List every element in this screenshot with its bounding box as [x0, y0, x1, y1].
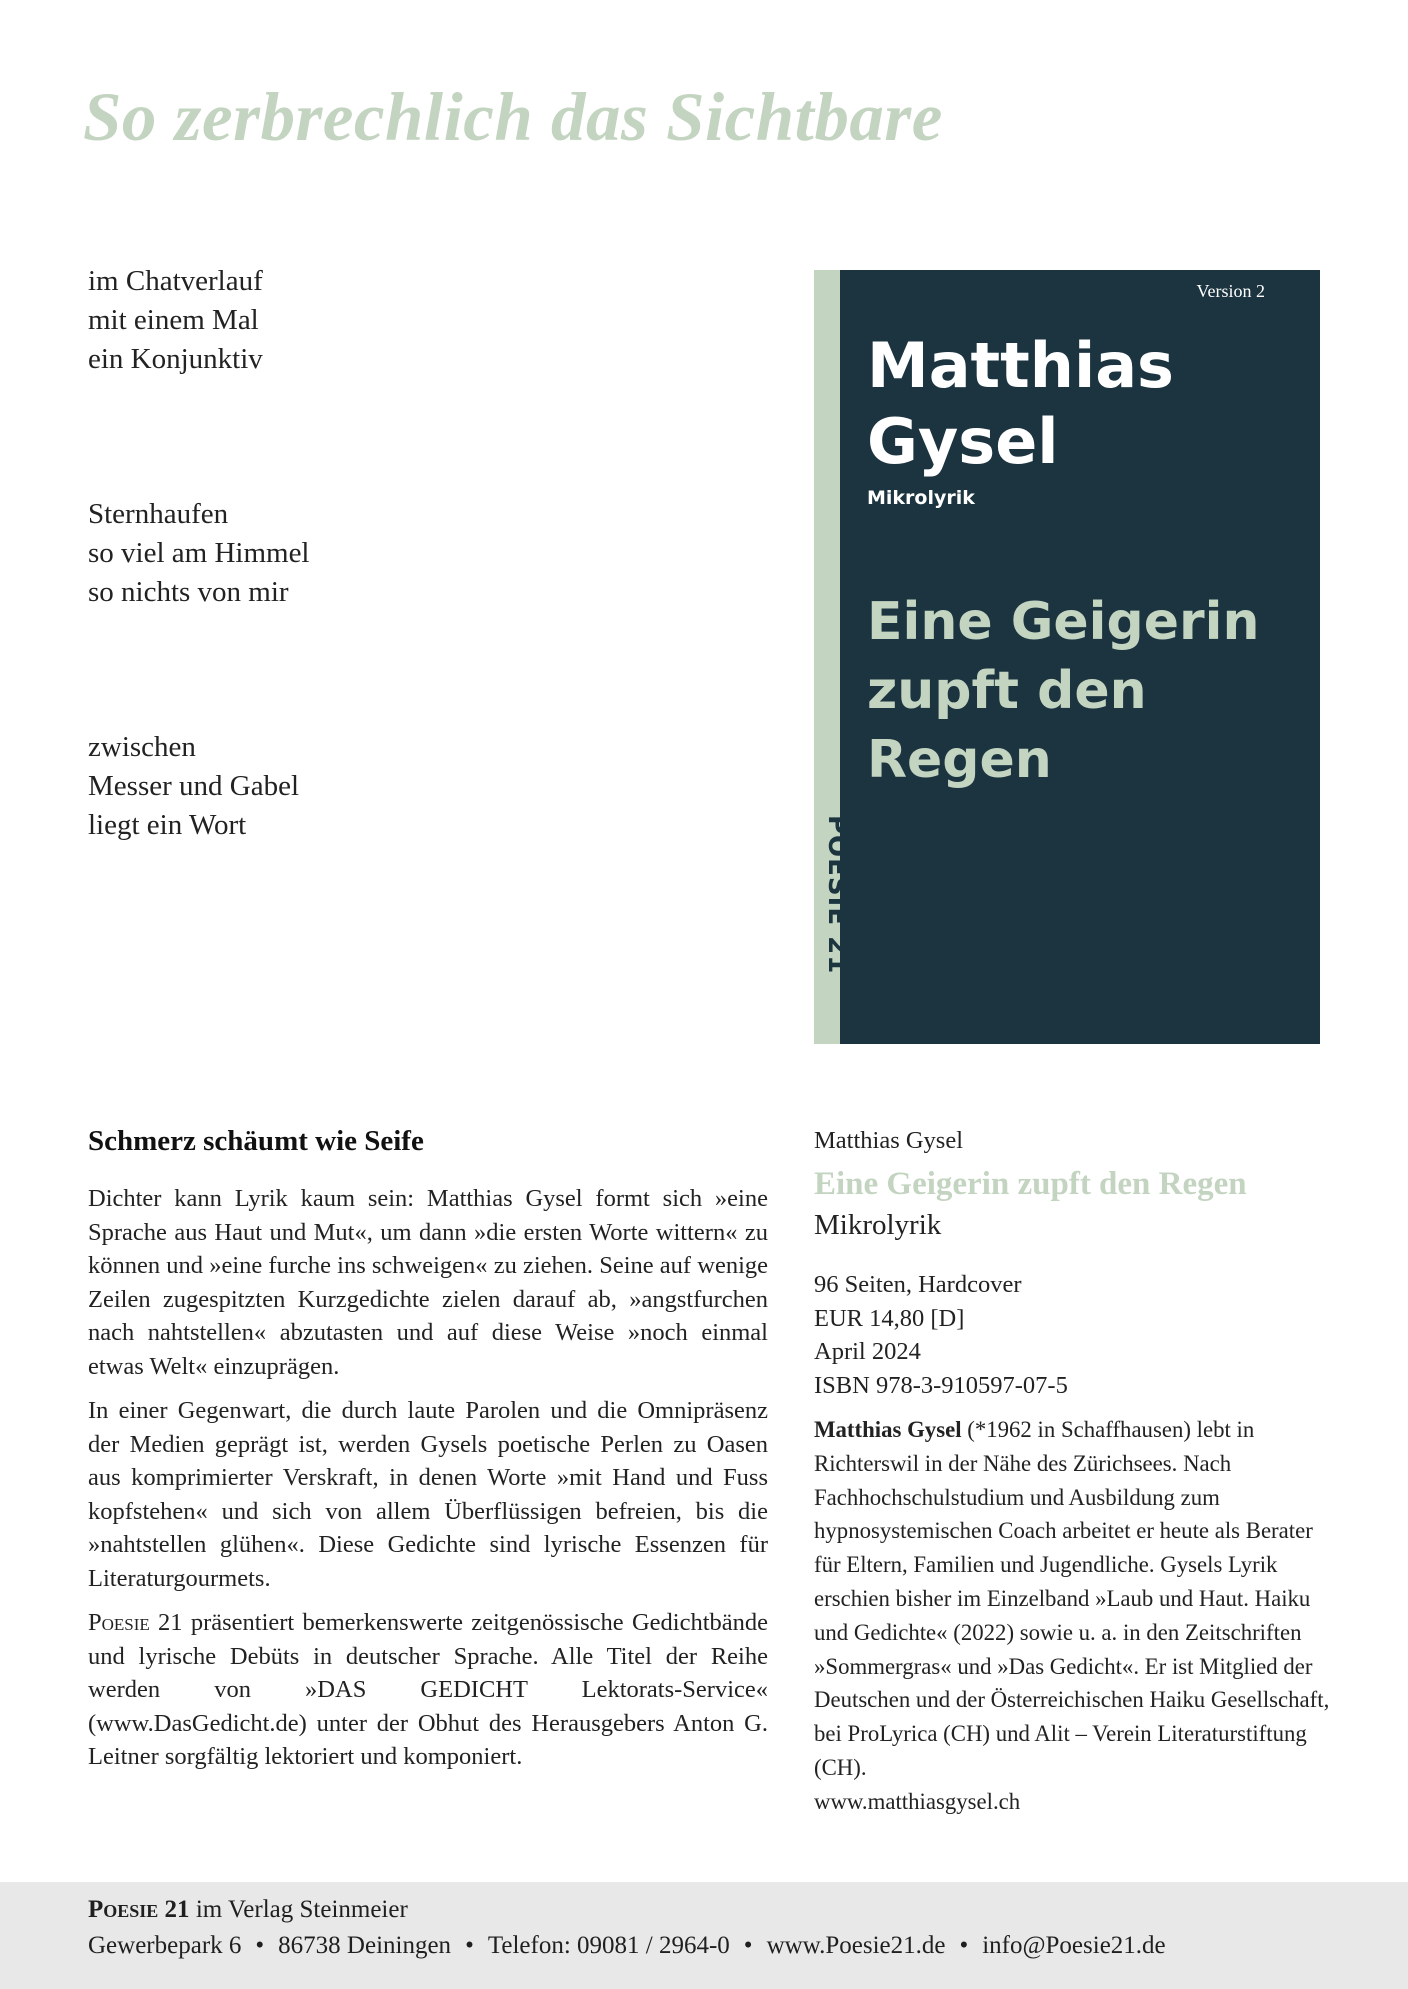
series-name: Poesie 21	[88, 1609, 183, 1636]
footer-phone: Telefon: 09081 / 2964-0	[487, 1932, 730, 1959]
poem-3	[88, 728, 728, 845]
footer-city: 86738 Deiningen	[278, 1932, 452, 1959]
bullet-separator: •	[465, 1932, 474, 1959]
footer-series: Poesie 21	[88, 1896, 190, 1923]
bullet-separator: •	[255, 1932, 265, 1959]
poems	[88, 262, 728, 845]
book-cover	[814, 270, 1320, 1044]
cover-series-label: POESIE 21	[822, 815, 852, 975]
footer-contact	[88, 1930, 1166, 1962]
book-isbn: ISBN 978-3-910597-07-5	[814, 1371, 1068, 1399]
footer-address: Gewerbepark 6	[88, 1932, 242, 1959]
cover-genre: Mikrolyrik	[867, 487, 975, 509]
footer-email-link[interactable]: info@Poesie21.de	[982, 1932, 1166, 1959]
page-title: So zerbrechlich das Sichtbare	[83, 79, 943, 155]
footer-web-link[interactable]: www.Poesie21.de	[766, 1932, 946, 1959]
series-text: präsentiert bemerkenswerte zeitgenössische Gedichtbände und lyrische Debüts in deutscher Sprache. Alle Titel der Reihe werden von »DAS GEDICHT Lektorats-Service« (www.DasGedicht.de) unter der Obhut des Herausgebers Anton G. Leitner sorgfältig lektoriert und komponiert.	[88, 1609, 768, 1770]
footer-publisher-name: im Verlag Steinmeier	[189, 1896, 408, 1923]
poem-line: so viel am Himmel	[88, 537, 310, 569]
book-specs	[814, 1268, 1334, 1402]
book-price: EUR 14,80 [D]	[814, 1304, 965, 1332]
bullet-separator: •	[743, 1932, 753, 1959]
bullet-separator: •	[959, 1932, 969, 1959]
article-paragraph: Dichter kann Lyrik kaum sein: Matthias Gysel formt sich »eine Sprache aus Haut und Mut«, um dann »die ersten Worte wittern« zu können und »eine furche ins schweigen« zu ziehen. Seine auf wenige Zeilen zugespitzten Kurzgedichte zielen darauf ab, »angstfurchen nach nahtstellen« abzutasten und auf diese Weise »noch einmal etwas Welt« einzuprägen.	[88, 1185, 768, 1380]
poem-2	[88, 495, 728, 612]
bio-name: Matthias Gysel	[814, 1417, 962, 1442]
book-genre: Mikrolyrik	[814, 1209, 942, 1241]
bio-text: (*1962 in Schaffhausen) lebt in Richterswil in der Nähe des Zürichsees. Nach Fachhochschulstudium und Ausbildung zum hypnosystemischen Coach arbeitet er heute als Berater für Eltern, Familien und Jugendliche. Gysels Lyrik erschien bisher im Einzelband »Laub und Haut. Haiku und Gedichte« (2022) sowie u. a. in den Zeitschriften »Sommergras« und »Das Gedicht«. Er ist Mitglied der Deutschen und der Österreichischen Haiku Gesellschaft, bei ProLyrica (CH) und Alit – Verein Literaturstiftung (CH).	[814, 1417, 1330, 1780]
author-bio	[814, 1413, 1334, 1819]
footer-publisher	[88, 1894, 408, 1926]
footer	[0, 1882, 1408, 1989]
poem-line: liegt ein Wort	[88, 809, 247, 841]
poem-line: im Chatverlauf	[88, 265, 263, 297]
cover-author	[867, 328, 1174, 480]
book-date: April 2024	[814, 1338, 921, 1365]
poem-line: Messer und Gabel	[88, 770, 300, 802]
article	[88, 1122, 768, 1774]
book-title: Eine Geigerin zupft den Regen	[814, 1166, 1247, 1202]
book-author: Matthias Gysel	[814, 1127, 964, 1154]
poem-1	[88, 262, 728, 379]
series-paragraph	[88, 1606, 768, 1774]
cover-title: Eine Geigerin zupft den Regen	[867, 592, 1260, 790]
author-website-link[interactable]: www.matthiasgysel.ch	[814, 1788, 1021, 1814]
poem-line: zwischen	[88, 731, 196, 763]
article-paragraph: In einer Gegenwart, die durch laute Parolen und die Omnipräsenz der Medien geprägt ist, werden Gysels poetische Perlen zu Oasen aus komprimierter Verskraft, in denen Worte »mit Hand und Fuss kopfstehen« und sich von allem Überflüssigen befreien, bis die »nahtstellen glühen«. Diese Gedichte sind lyrische Essenzen für Literaturgourmets.	[88, 1397, 768, 1592]
cover-author-last: Gysel	[867, 405, 1059, 478]
cover-version: Version 2	[1196, 281, 1265, 301]
cover-author-first: Matthias	[867, 329, 1174, 402]
poem-line: so nichts von mir	[88, 576, 289, 608]
poem-line: mit einem Mal	[88, 304, 259, 336]
article-heading: Schmerz schäumt wie Seife	[88, 1125, 424, 1157]
poem-line: ein Konjunktiv	[88, 343, 263, 375]
poem-line: Sternhaufen	[88, 498, 229, 530]
book-info	[814, 1125, 1334, 1819]
book-pages: 96 Seiten, Hardcover	[814, 1271, 1022, 1298]
